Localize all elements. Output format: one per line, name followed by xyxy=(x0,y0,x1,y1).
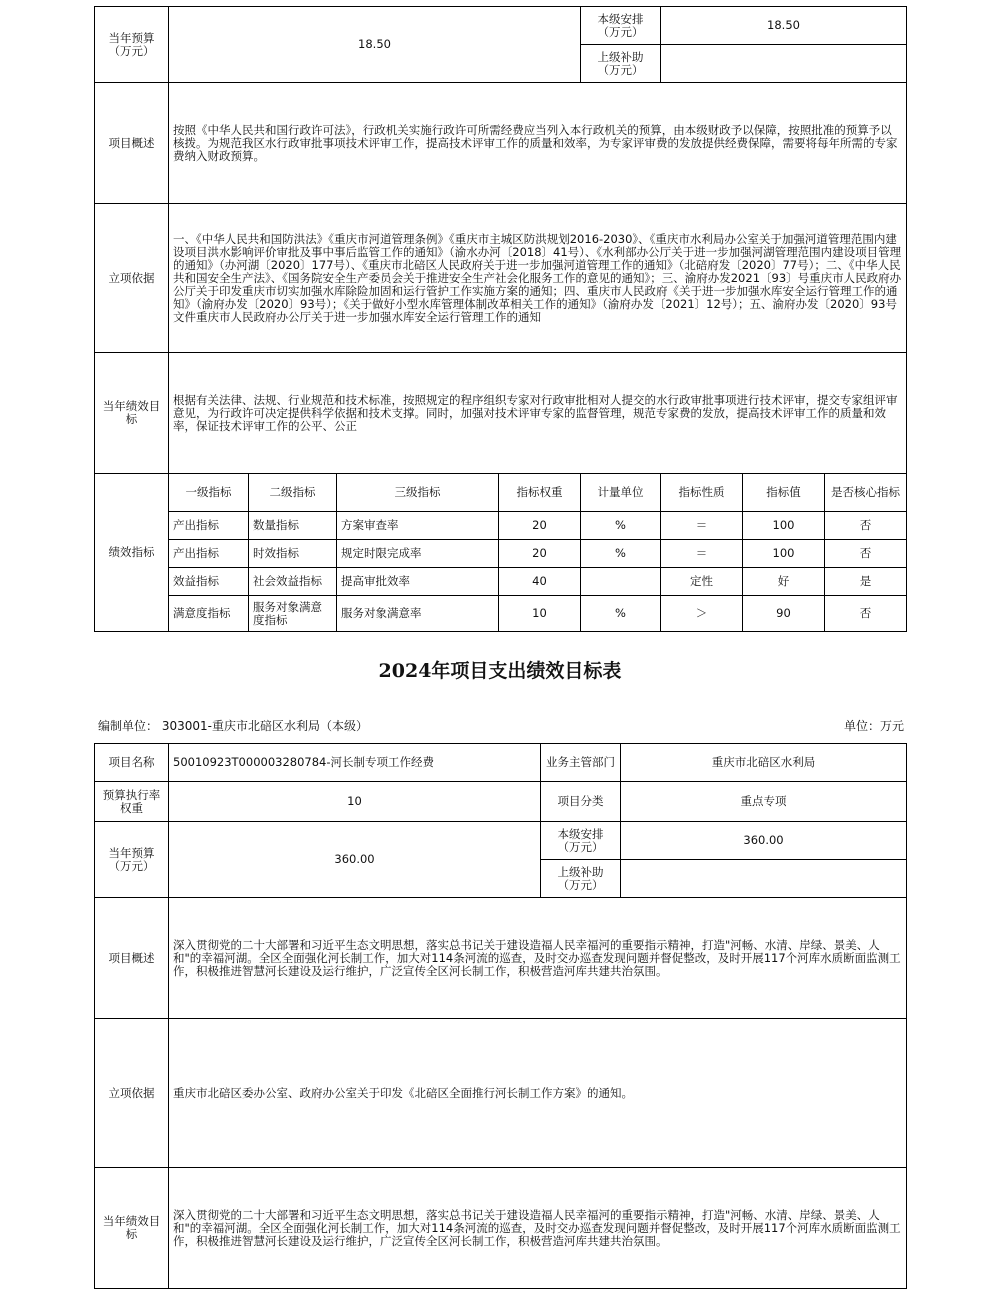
cell: 好 xyxy=(743,568,825,596)
cell: 10 xyxy=(499,596,581,632)
category-label: 项目分类 xyxy=(541,782,621,822)
cell: 规定时限完成率 xyxy=(337,540,499,568)
overview-label: 项目概述 xyxy=(95,898,169,1019)
superior-subsidy-label: 上级补助 （万元） xyxy=(581,45,661,83)
header-weight: 指标权重 xyxy=(499,474,581,512)
dept-label: 业务主管部门 xyxy=(541,744,621,782)
indicator-row xyxy=(95,540,907,568)
cell: 否 xyxy=(825,596,907,632)
cell: 20 xyxy=(499,512,581,540)
exec-rate-value: 10 xyxy=(169,782,541,822)
basis-label: 立项依据 xyxy=(95,1019,169,1168)
superior-subsidy-label: 上级补助 （万元） xyxy=(541,860,621,898)
overview-label: 项目概述 xyxy=(95,83,169,204)
project-table-2 xyxy=(94,743,907,1289)
local-budget-label: 本级安排 （万元） xyxy=(541,822,621,860)
cell: 服务对象满意率 xyxy=(337,596,499,632)
header-unit: 计量单位 xyxy=(581,474,661,512)
cell: 20 xyxy=(499,540,581,568)
cell: 是 xyxy=(825,568,907,596)
overview-text: 深入贯彻党的二十大部署和习近平生态文明思想，落实总书记关于建设造福人民幸福河的重要指示精神，打造"河畅、水清、岸绿、景美、人和"的幸福河湖。全区全面强化河长制工作，加大对114条河流的巡查，及时交办巡查发现问题并督促整改，及时开展117个河库水质断面监测工作，积极推进智慧河长建设及运行维护，广泛宣传全区河长制工作，积极营造河库共建共治氛围。 xyxy=(169,898,907,1019)
basis-text: 重庆市北碚区委办公室、政府办公室关于印发《北碚区全面推行河长制工作方案》的通知。 xyxy=(169,1019,907,1168)
goal-label: 当年绩效目标 xyxy=(95,353,169,474)
goal-label: 当年绩效目标 xyxy=(95,1168,169,1289)
cell: 90 xyxy=(743,596,825,632)
cell: 满意度指标 xyxy=(169,596,249,632)
cell: % xyxy=(581,512,661,540)
cell: 否 xyxy=(825,540,907,568)
budget-label: 当年预算 （万元） xyxy=(95,822,169,898)
header-level2: 二级指标 xyxy=(249,474,337,512)
indicator-row xyxy=(95,596,907,632)
header-level3: 三级指标 xyxy=(337,474,499,512)
superior-subsidy-value xyxy=(661,45,907,83)
indicator-row xyxy=(95,568,907,596)
header-level1: 一级指标 xyxy=(169,474,249,512)
header-nature: 指标性质 xyxy=(661,474,743,512)
goal-text: 根据有关法律、法规、行业规范和技术标准，按照规定的程序组织专家对行政审批相对人提交的水行政审批事项进行技术评审，提交专家组评审意见，为行政许可决定提供科学依据和技术支撑。同时，加强对技术评审专家的监督管理，规范专家费的发放，提高技术评审工作的质量和效率，保证技术评审工作的公平、公正 xyxy=(169,353,907,474)
cell: 效益指标 xyxy=(169,568,249,596)
cell: 方案审查率 xyxy=(337,512,499,540)
cell: 时效指标 xyxy=(249,540,337,568)
project-name-label: 项目名称 xyxy=(95,744,169,782)
cell: 40 xyxy=(499,568,581,596)
header-value: 指标值 xyxy=(743,474,825,512)
category-value: 重点专项 xyxy=(621,782,907,822)
basis-text: 一、《中华人民共和国防洪法》《重庆市河道管理条例》《重庆市主城区防洪规划2016-2030》、《重庆市水利局办公室关于加强河道管理范围内建设项目洪水影响评价审批及事中事后监管工作的通知》（渝水办河〔2018〕41号）、《水利部办公厅关于进一步加强河湖管理范围内建设项目管理的通知》（办河湖〔2020〕177号）、《重庆市北碚区人民政府关于进一步加强河道管理工作的通知》（北碚府发〔2020〕77号）；二、《中华人民共和国安全生产法》、《国务院安全生产委员会关于推进安全生产社会化服务工作的意见的通知》；三、渝府办发2021〔93〕号重庆市人民政府办公厅关于印发重庆市切实加强水库除险加固和运行管护工作实施方案的通知；四、重庆市人民政府《关于进一步加强水库安全运行管理工作的通知》（渝府办发〔2020〕93号）；《关于做好小型水库管理体制改革相关工作的通知》（渝府办发〔2021〕12号）；五、渝府办发〔2020〕93号文件重庆市人民政府办公厅关于进一步加强水库安全运行管理工作的通知 xyxy=(169,204,907,353)
currency-unit: 单位：万元 xyxy=(843,719,904,733)
cell: 100 xyxy=(743,512,825,540)
cell: 提高审批效率 xyxy=(337,568,499,596)
budget-value: 360.00 xyxy=(169,822,541,898)
cell: 产出指标 xyxy=(169,512,249,540)
local-budget-label: 本级安排 （万元） xyxy=(581,7,661,45)
cell: 否 xyxy=(825,512,907,540)
indicator-row xyxy=(95,512,907,540)
header-core: 是否核心指标 xyxy=(825,474,907,512)
cell xyxy=(581,568,661,596)
cell: 服务对象满意度指标 xyxy=(249,596,337,632)
page-title: 2024年项目支出绩效目标表 xyxy=(378,660,622,682)
cell: ＝ xyxy=(661,512,743,540)
goal-text: 深入贯彻党的二十大部署和习近平生态文明思想，落实总书记关于建设造福人民幸福河的重要指示精神，打造"河畅、水清、岸绿、景美、人和"的幸福河湖。全区全面强化河长制工作，加大对114条河流的巡查，及时交办巡查发现问题并督促整改，及时开展117个河库水质断面监测工作，积极推进智慧河长建设及运行维护，广泛宣传全区河长制工作，积极营造河库共建共治氛围。 xyxy=(169,1168,907,1289)
compiling-unit: 编制单位： 303001-重庆市北碚区水利局（本级） xyxy=(98,719,368,733)
cell: ＞ xyxy=(661,596,743,632)
local-budget-value: 18.50 xyxy=(661,7,907,45)
local-budget-value: 360.00 xyxy=(621,822,907,860)
basis-label: 立项依据 xyxy=(95,204,169,353)
project-table-1 xyxy=(94,6,907,632)
cell: 100 xyxy=(743,540,825,568)
cell: % xyxy=(581,540,661,568)
superior-subsidy-value xyxy=(621,860,907,898)
budget-label: 当年预算 （万元） xyxy=(95,7,169,83)
cell: 定性 xyxy=(661,568,743,596)
cell: 数量指标 xyxy=(249,512,337,540)
performance-label: 绩效指标 xyxy=(95,474,169,632)
cell: % xyxy=(581,596,661,632)
budget-value: 18.50 xyxy=(169,7,581,83)
cell: 产出指标 xyxy=(169,540,249,568)
exec-rate-label: 预算执行率权重 xyxy=(95,782,169,822)
dept-value: 重庆市北碚区水利局 xyxy=(621,744,907,782)
overview-text: 按照《中华人民共和国行政许可法》，行政机关实施行政许可所需经费应当列入本行政机关的预算，由本级财政予以保障，按照批准的预算予以核拨。为规范我区水行政审批事项技术评审工作，提高技术评审工作的质量和效率，为专家评审费的发放提供经费保障，需要将每年所需的专家费纳入财政预算。 xyxy=(169,83,907,204)
cell: ＝ xyxy=(661,540,743,568)
cell: 社会效益指标 xyxy=(249,568,337,596)
project-name-value: 50010923T000003280784-河长制专项工作经费 xyxy=(169,744,541,782)
